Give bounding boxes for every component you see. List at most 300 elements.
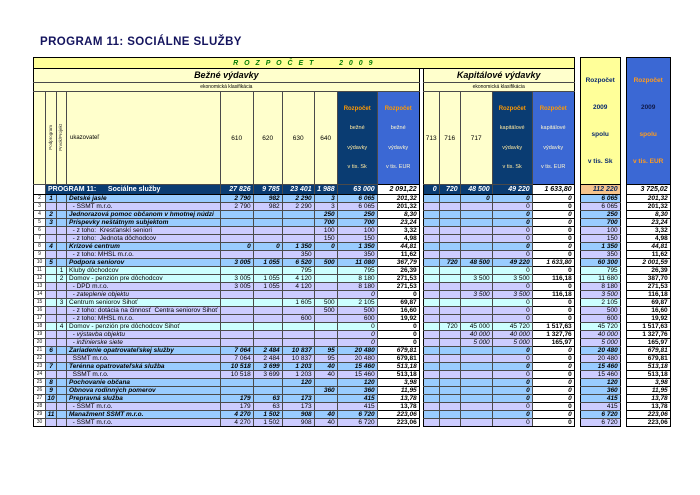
cell-spolu-eur: 3 725,02 bbox=[626, 185, 670, 195]
cell-716 bbox=[439, 195, 460, 203]
cell-kapitalove-vydavky-sk: 3 500 bbox=[492, 275, 532, 283]
cell-640: 0 bbox=[314, 243, 337, 251]
cell-bezne-vydavky-sk: 700 bbox=[337, 219, 377, 227]
cell-spolu-sk: 6 720 bbox=[580, 411, 620, 419]
cell-spolu-sk: 5 000 bbox=[580, 339, 620, 347]
cell-spolu-eur: 19,92 bbox=[626, 315, 670, 323]
cell-620: 982 bbox=[253, 195, 282, 203]
cell-640 bbox=[314, 395, 337, 403]
cell-713: 0 bbox=[423, 185, 439, 195]
kapitalove-vydavky-header: Kapitálové výdavky bbox=[423, 69, 574, 83]
cell-podprogram bbox=[46, 275, 57, 283]
cell-620: 2 484 bbox=[253, 355, 282, 363]
cell-kapitalove-vydavky-sk: 0 bbox=[492, 371, 532, 379]
cell-kapitalove-vydavky-sk: 0 bbox=[492, 227, 532, 235]
cell-spolu-eur: 23,24 bbox=[626, 219, 670, 227]
cell-640 bbox=[314, 291, 337, 299]
table-row bbox=[34, 291, 671, 299]
cell-spolu-eur: 2 001,59 bbox=[626, 259, 670, 267]
cell-630: 10 837 bbox=[282, 347, 314, 355]
table-row bbox=[34, 387, 671, 395]
cell-spolu-sk: 360 bbox=[580, 387, 620, 395]
cell-620 bbox=[253, 251, 282, 259]
cell-kapitalove-vydavky-sk: 0 bbox=[492, 243, 532, 251]
cell-716 bbox=[439, 371, 460, 379]
cell-713 bbox=[423, 339, 439, 347]
row-number: 26 bbox=[34, 387, 46, 395]
cell-kapitalove-vydavky-eur: 0 bbox=[532, 387, 574, 395]
row-number: 17 bbox=[34, 315, 46, 323]
cell-bezne-vydavky-sk: 0 bbox=[337, 323, 377, 331]
cell-630 bbox=[282, 219, 314, 227]
rozpocet-bezne-eur-header: Rozpočet bežné výdavky v tis. EUR bbox=[377, 92, 419, 185]
podprogram-label: Podprogram bbox=[47, 124, 53, 150]
cell-716 bbox=[439, 227, 460, 235]
cell-spolu-sk: 45 720 bbox=[580, 323, 620, 331]
cell-spolu-sk: 40 000 bbox=[580, 331, 620, 339]
table-row bbox=[34, 339, 671, 347]
cell-prvok bbox=[57, 227, 67, 235]
cell-610: 7 064 bbox=[220, 355, 253, 363]
row-number: 22 bbox=[34, 355, 46, 363]
cell-ukazovatel: - DPD m.r.o. bbox=[67, 283, 221, 291]
cell-716 bbox=[439, 379, 460, 387]
cell-716 bbox=[439, 251, 460, 259]
cell-717: 40 000 bbox=[460, 331, 492, 339]
cell-prvok bbox=[57, 251, 67, 259]
cell-spolu-eur: 223,06 bbox=[626, 411, 670, 419]
cell-717 bbox=[460, 243, 492, 251]
cell-713 bbox=[423, 267, 439, 275]
cell-prvok: 1 bbox=[57, 267, 67, 275]
cell-bezne-vydavky-eur: 271,53 bbox=[377, 275, 419, 283]
cell-kapitalove-vydavky-eur: 0 bbox=[532, 315, 574, 323]
cell-716: 720 bbox=[439, 323, 460, 331]
cell-prvok bbox=[57, 211, 67, 219]
ekonomicka-klasifikacia-kapitalove: ekonomická klasifikácia bbox=[423, 83, 574, 92]
cell-bezne-vydavky-sk: 250 bbox=[337, 211, 377, 219]
cell-bezne-vydavky-eur: 0 bbox=[377, 331, 419, 339]
cell-spolu-sk: 795 bbox=[580, 267, 620, 275]
cell-610: 10 518 bbox=[220, 363, 253, 371]
cell-640: 40 bbox=[314, 363, 337, 371]
cell-bezne-vydavky-sk: 415 bbox=[337, 403, 377, 411]
cell-620 bbox=[253, 331, 282, 339]
cell-717 bbox=[460, 363, 492, 371]
cell-bezne-vydavky-eur: 3,98 bbox=[377, 379, 419, 387]
cell-ukazovatel: Domov - penzión pre dôchodcov Sihoť bbox=[67, 323, 221, 331]
row-number: 14 bbox=[34, 291, 46, 299]
cell-630: 600 bbox=[282, 315, 314, 323]
cell-kapitalove-vydavky-sk: 0 bbox=[492, 419, 532, 427]
table-row bbox=[34, 419, 671, 427]
cell-610 bbox=[220, 315, 253, 323]
cell-spolu-sk: 350 bbox=[580, 251, 620, 259]
cell-kapitalove-vydavky-sk: 0 bbox=[492, 355, 532, 363]
cell-ukazovatel: - SSMT m.r.o. bbox=[67, 403, 221, 411]
cell-630 bbox=[282, 387, 314, 395]
cell-bezne-vydavky-eur: 69,87 bbox=[377, 299, 419, 307]
cell-bezne-vydavky-eur: 11,95 bbox=[377, 387, 419, 395]
cell-bezne-vydavky-sk: 500 bbox=[337, 307, 377, 315]
cell-spolu-eur: 8,30 bbox=[626, 211, 670, 219]
cell-620: 0 bbox=[253, 243, 282, 251]
cell-bezne-vydavky-sk: 8 180 bbox=[337, 275, 377, 283]
cell-716 bbox=[439, 275, 460, 283]
cell-620: 1 055 bbox=[253, 283, 282, 291]
cell-ukazovatel: SSMT m.r.o. bbox=[67, 371, 221, 379]
cell-640 bbox=[314, 251, 337, 259]
cell-bezne-vydavky-sk: 1 350 bbox=[337, 243, 377, 251]
cell-610 bbox=[220, 235, 253, 243]
cell-640: 40 bbox=[314, 419, 337, 427]
cell-ukazovatel: Domov - penzión pre dôchodcov bbox=[67, 275, 221, 283]
table-row bbox=[34, 347, 671, 355]
cell-620 bbox=[253, 379, 282, 387]
cell-620 bbox=[253, 307, 282, 315]
cell-620 bbox=[253, 211, 282, 219]
cell-prvok bbox=[57, 387, 67, 395]
cell-prvok bbox=[57, 315, 67, 323]
cell-610: 3 005 bbox=[220, 283, 253, 291]
cell-713 bbox=[423, 395, 439, 403]
cell-prvok bbox=[57, 307, 67, 315]
row-number: 20 bbox=[34, 339, 46, 347]
cell-716 bbox=[439, 411, 460, 419]
cell-spolu-sk: 250 bbox=[580, 211, 620, 219]
rozpocet-kap-sk-header: Rozpočet kapitálové výdavky v tis. Sk bbox=[492, 92, 532, 185]
cell-bezne-vydavky-sk: 350 bbox=[337, 251, 377, 259]
cell-kapitalove-vydavky-sk: 0 bbox=[492, 403, 532, 411]
cell-podprogram: 2 bbox=[46, 211, 57, 219]
table-row bbox=[34, 251, 671, 259]
cell-640 bbox=[314, 283, 337, 291]
cell-620: 63 bbox=[253, 395, 282, 403]
cell-717: 48 500 bbox=[460, 259, 492, 267]
cell-620 bbox=[253, 227, 282, 235]
cell-640: 700 bbox=[314, 219, 337, 227]
cell-ukazovatel: - SSMT m.r.o. bbox=[67, 419, 221, 427]
cell-bezne-vydavky-eur: 3,32 bbox=[377, 227, 419, 235]
cell-bezne-vydavky-sk: 63 000 bbox=[337, 185, 377, 195]
cell-716 bbox=[439, 419, 460, 427]
spolu-eur-line: spolu bbox=[639, 131, 657, 138]
cell-640 bbox=[314, 275, 337, 283]
cell-716 bbox=[439, 339, 460, 347]
spolu-eur-line: Rozpočet bbox=[633, 77, 663, 84]
cell-spolu-sk: 112 220 bbox=[580, 185, 620, 195]
cell-716 bbox=[439, 307, 460, 315]
cell-ukazovatel: Detské jasle bbox=[67, 195, 221, 203]
row-number: 5 bbox=[34, 219, 46, 227]
cell-prvok bbox=[57, 363, 67, 371]
cell-kapitalove-vydavky-sk: 3 500 bbox=[492, 291, 532, 299]
cell-717 bbox=[460, 267, 492, 275]
cell-640: 3 bbox=[314, 203, 337, 211]
cell-620 bbox=[253, 339, 282, 347]
cell-620: 2 484 bbox=[253, 347, 282, 355]
cell-spolu-sk: 15 460 bbox=[580, 363, 620, 371]
cell-610: 3 005 bbox=[220, 259, 253, 267]
cell-640 bbox=[314, 315, 337, 323]
table-row bbox=[34, 211, 671, 219]
cell-bezne-vydavky-sk: 0 bbox=[337, 291, 377, 299]
cell-640: 500 bbox=[314, 307, 337, 315]
cell-bezne-vydavky-sk: 150 bbox=[337, 235, 377, 243]
cell-717 bbox=[460, 395, 492, 403]
cell-610: 10 518 bbox=[220, 371, 253, 379]
spolu-sk-line: v tis. Sk bbox=[587, 158, 613, 165]
cell-kapitalove-vydavky-sk: 45 720 bbox=[492, 323, 532, 331]
cell-spolu-eur: 513,18 bbox=[626, 371, 670, 379]
cell-kapitalove-vydavky-eur: 1 633,80 bbox=[532, 185, 574, 195]
cell-610 bbox=[220, 323, 253, 331]
cell-bezne-vydavky-eur: 513,18 bbox=[377, 371, 419, 379]
cell-bezne-vydavky-eur: 201,32 bbox=[377, 203, 419, 211]
cell-ukazovatel: Podpora seniorov bbox=[67, 259, 221, 267]
cell-spolu-eur: 16,60 bbox=[626, 307, 670, 315]
cell-716 bbox=[439, 299, 460, 307]
cell-podprogram: 3 bbox=[46, 219, 57, 227]
cell-620: 9 785 bbox=[253, 185, 282, 195]
cell-bezne-vydavky-eur: 8,30 bbox=[377, 211, 419, 219]
cell-kapitalove-vydavky-sk: 0 bbox=[492, 299, 532, 307]
cell-bezne-vydavky-sk: 15 460 bbox=[337, 371, 377, 379]
cell-713 bbox=[423, 291, 439, 299]
cell-bezne-vydavky-eur: 23,24 bbox=[377, 219, 419, 227]
table-row bbox=[34, 355, 671, 363]
cell-kapitalove-vydavky-eur: 0 bbox=[532, 203, 574, 211]
cell-713 bbox=[423, 355, 439, 363]
cell-640 bbox=[314, 323, 337, 331]
cell-kapitalove-vydavky-sk: 0 bbox=[492, 395, 532, 403]
cell-716 bbox=[439, 347, 460, 355]
cell-713 bbox=[423, 243, 439, 251]
cell-640: 95 bbox=[314, 347, 337, 355]
cell-630: 1 605 bbox=[282, 299, 314, 307]
cell-kapitalove-vydavky-eur: 0 bbox=[532, 355, 574, 363]
cell-640: 500 bbox=[314, 299, 337, 307]
cell-podprogram bbox=[46, 323, 57, 331]
cell-630: 120 bbox=[282, 379, 314, 387]
cell-bezne-vydavky-eur: 0 bbox=[377, 323, 419, 331]
ekonomicka-klasifikacia-bezne: ekonomická klasifikácia bbox=[34, 83, 420, 92]
cell-713 bbox=[423, 195, 439, 203]
cell-kapitalove-vydavky-sk: 0 bbox=[492, 315, 532, 323]
cell-716: 720 bbox=[439, 185, 460, 195]
cell-kapitalove-vydavky-sk: 0 bbox=[492, 363, 532, 371]
spolu-sk-header bbox=[580, 58, 620, 185]
cell-spolu-eur: 1 327,76 bbox=[626, 331, 670, 339]
cell-713 bbox=[423, 299, 439, 307]
cell-717 bbox=[460, 299, 492, 307]
table-row bbox=[34, 307, 671, 315]
cell-716 bbox=[439, 363, 460, 371]
cell-630: 4 120 bbox=[282, 283, 314, 291]
cell-717 bbox=[460, 315, 492, 323]
cell-713 bbox=[423, 235, 439, 243]
cell-640 bbox=[314, 379, 337, 387]
cell-bezne-vydavky-sk: 2 105 bbox=[337, 299, 377, 307]
cell-bezne-vydavky-eur: 0 bbox=[377, 339, 419, 347]
cell-prvok bbox=[57, 411, 67, 419]
cell-prvok bbox=[57, 379, 67, 387]
cell-kapitalove-vydavky-eur: 0 bbox=[532, 419, 574, 427]
cell-bezne-vydavky-eur: 223,06 bbox=[377, 419, 419, 427]
cell-spolu-eur: 223,06 bbox=[626, 419, 670, 427]
cell-716 bbox=[439, 331, 460, 339]
cell-bezne-vydavky-eur: 223,06 bbox=[377, 411, 419, 419]
cell-kapitalove-vydavky-eur: 0 bbox=[532, 235, 574, 243]
table-row bbox=[34, 371, 671, 379]
table-row bbox=[34, 411, 671, 419]
cell-kapitalove-vydavky-sk: 5 000 bbox=[492, 339, 532, 347]
table-row bbox=[34, 185, 671, 195]
cell-spolu-sk: 60 300 bbox=[580, 259, 620, 267]
cell-630: 2 290 bbox=[282, 203, 314, 211]
cell-bezne-vydavky-sk: 0 bbox=[337, 339, 377, 347]
cell-prvok bbox=[57, 283, 67, 291]
cell-kapitalove-vydavky-sk: 0 bbox=[492, 219, 532, 227]
cell-kapitalove-vydavky-sk: 0 bbox=[492, 283, 532, 291]
cell-prvok: 3 bbox=[57, 299, 67, 307]
cell-podprogram: 4 bbox=[46, 243, 57, 251]
cell-713 bbox=[423, 307, 439, 315]
cell-716 bbox=[439, 315, 460, 323]
cell-prvok bbox=[57, 395, 67, 403]
cell-kapitalove-vydavky-sk: 0 bbox=[492, 307, 532, 315]
col-630-header: 630 bbox=[282, 92, 314, 185]
cell-630: 4 120 bbox=[282, 275, 314, 283]
cell-713 bbox=[423, 283, 439, 291]
cell-713 bbox=[423, 347, 439, 355]
cell-630: 1 203 bbox=[282, 363, 314, 371]
cell-podprogram: 9 bbox=[46, 387, 57, 395]
cell-630 bbox=[282, 323, 314, 331]
row-number: 29 bbox=[34, 411, 46, 419]
cell-713 bbox=[423, 251, 439, 259]
cell-ukazovatel: - inžinierske siete bbox=[67, 339, 221, 347]
table-row bbox=[34, 195, 671, 203]
cell-bezne-vydavky-eur: 679,81 bbox=[377, 355, 419, 363]
table-row bbox=[34, 315, 671, 323]
cell-kapitalove-vydavky-eur: 0 bbox=[532, 411, 574, 419]
row-number: 12 bbox=[34, 275, 46, 283]
corner-cell bbox=[34, 92, 46, 185]
cell-prvok: 2 bbox=[57, 275, 67, 283]
cell-717: 48 500 bbox=[460, 185, 492, 195]
cell-610 bbox=[220, 307, 253, 315]
cell-630: 1 203 bbox=[282, 371, 314, 379]
rozpocet-kap-eur-header: Rozpočet kapitálové výdavky v tis. EUR bbox=[532, 92, 574, 185]
cell-kapitalove-vydavky-sk: 40 000 bbox=[492, 331, 532, 339]
table-row bbox=[34, 323, 671, 331]
col-716-header: 716 bbox=[439, 92, 460, 185]
cell-716 bbox=[439, 355, 460, 363]
cell-bezne-vydavky-eur: 513,18 bbox=[377, 363, 419, 371]
table-row bbox=[34, 379, 671, 387]
cell-630: 1 350 bbox=[282, 243, 314, 251]
cell-610 bbox=[220, 219, 253, 227]
row-number: 27 bbox=[34, 395, 46, 403]
row-number: 25 bbox=[34, 379, 46, 387]
cell-podprogram: 11 bbox=[46, 411, 57, 419]
cell-620: 1 055 bbox=[253, 259, 282, 267]
cell-620: 1 502 bbox=[253, 411, 282, 419]
podprogram-header bbox=[46, 92, 57, 185]
cell-640: 100 bbox=[314, 227, 337, 235]
ukazovatel-header: ukazovateľ bbox=[67, 92, 221, 185]
cell-713 bbox=[423, 419, 439, 427]
cell-ukazovatel: SSMT m.r.o. bbox=[67, 355, 221, 363]
cell-bezne-vydavky-sk: 600 bbox=[337, 315, 377, 323]
cell-ukazovatel: Prepravná služba bbox=[67, 395, 221, 403]
row-number: 2 bbox=[34, 195, 46, 203]
cell-620: 1 055 bbox=[253, 275, 282, 283]
cell-ukazovatel: - z toho: MHSL m.r.o. bbox=[67, 315, 221, 323]
cell-bezne-vydavky-eur: 13,78 bbox=[377, 403, 419, 411]
cell-640: 150 bbox=[314, 235, 337, 243]
cell-kapitalove-vydavky-eur: 116,18 bbox=[532, 291, 574, 299]
table-row bbox=[34, 227, 671, 235]
cell-kapitalove-vydavky-sk: 0 bbox=[492, 379, 532, 387]
cell-spolu-sk: 8 180 bbox=[580, 283, 620, 291]
table-row bbox=[34, 395, 671, 403]
table-row bbox=[34, 203, 671, 211]
cell-620 bbox=[253, 291, 282, 299]
cell-630: 6 520 bbox=[282, 259, 314, 267]
cell-630: 23 401 bbox=[282, 185, 314, 195]
cell-713 bbox=[423, 315, 439, 323]
cell-prvok bbox=[57, 347, 67, 355]
cell-bezne-vydavky-eur: 19,92 bbox=[377, 315, 419, 323]
cell-spolu-sk: 700 bbox=[580, 219, 620, 227]
row-number: 21 bbox=[34, 347, 46, 355]
cell-prvok bbox=[57, 419, 67, 427]
cell-716 bbox=[439, 267, 460, 275]
cell-ukazovatel: - z toho: MHSL m.r.o. bbox=[67, 251, 221, 259]
cell-ukazovatel: Jednorazová pomoc občanom v hmotnej núdzi bbox=[67, 211, 221, 219]
cell-bezne-vydavky-eur: 271,53 bbox=[377, 283, 419, 291]
cell-kapitalove-vydavky-sk: 0 bbox=[492, 235, 532, 243]
cell-713 bbox=[423, 259, 439, 267]
cell-podprogram bbox=[46, 315, 57, 323]
cell-620: 3 699 bbox=[253, 371, 282, 379]
cell-kapitalove-vydavky-sk: 49 220 bbox=[492, 259, 532, 267]
cell-kapitalove-vydavky-eur: 0 bbox=[532, 307, 574, 315]
row-number: 24 bbox=[34, 371, 46, 379]
cell-610 bbox=[220, 339, 253, 347]
cell-610: 7 064 bbox=[220, 347, 253, 355]
cell-podprogram bbox=[46, 251, 57, 259]
cell-ukazovatel: - z toho: Kresťanskí seniori bbox=[67, 227, 221, 235]
cell-spolu-sk: 3 500 bbox=[580, 291, 620, 299]
cell-kapitalove-vydavky-eur: 0 bbox=[532, 195, 574, 203]
cell-717 bbox=[460, 219, 492, 227]
cell-podprogram: 7 bbox=[46, 363, 57, 371]
cell-spolu-sk: 1 350 bbox=[580, 243, 620, 251]
cell-620: 1 502 bbox=[253, 419, 282, 427]
cell-ukazovatel: Kluby dôchodcov bbox=[67, 267, 221, 275]
cell-ukazovatel: Krízové centrum bbox=[67, 243, 221, 251]
table-row bbox=[34, 235, 671, 243]
cell-podprogram bbox=[46, 355, 57, 363]
cell-bezne-vydavky-eur: 16,60 bbox=[377, 307, 419, 315]
row-number: 1 bbox=[34, 185, 46, 195]
table-row bbox=[34, 259, 671, 267]
cell-podprogram bbox=[46, 371, 57, 379]
cell-717 bbox=[460, 211, 492, 219]
